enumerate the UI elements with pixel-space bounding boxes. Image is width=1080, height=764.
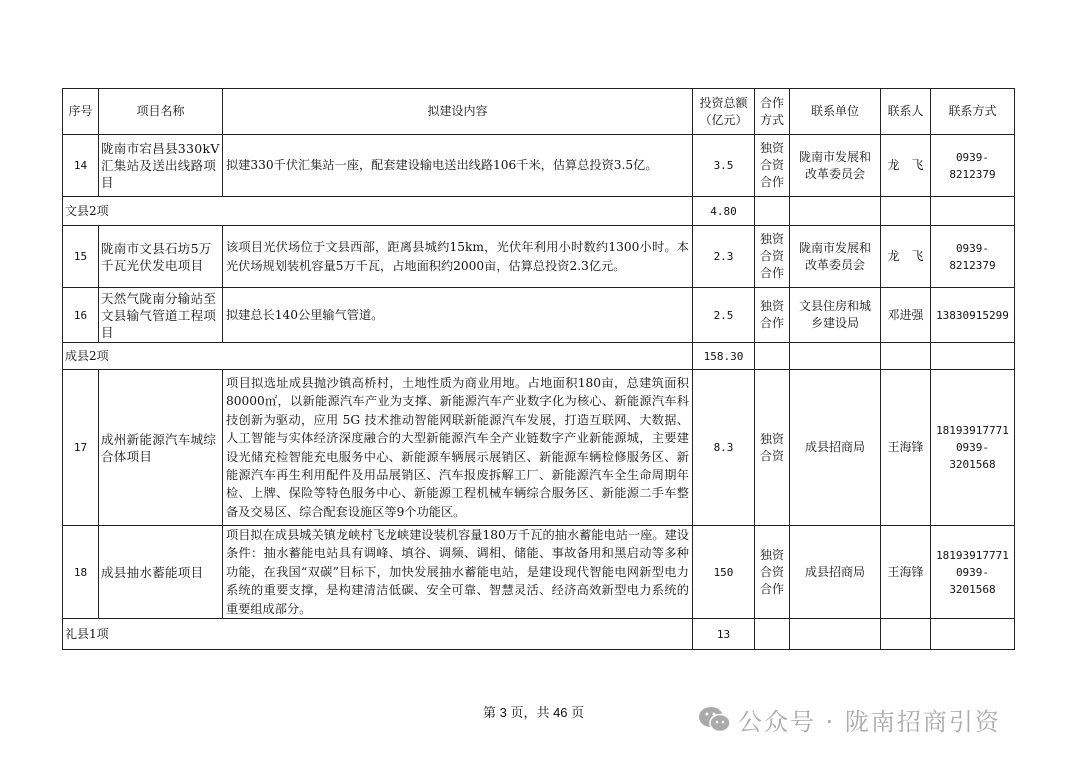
cell-unit: 成县招商局 xyxy=(790,370,881,526)
cell-empty xyxy=(931,197,1015,226)
cell-unit: 文县住房和城 乡建设局 xyxy=(790,288,881,343)
cell-name: 陇南市宕昌县330kV汇集站及送出线路项目 xyxy=(99,135,223,197)
header-name: 项目名称 xyxy=(99,89,223,135)
group-amount: 158.30 xyxy=(693,343,755,370)
cell-phone: 18193917771 0939-3201568 xyxy=(931,526,1015,619)
cell-person: 龙 飞 xyxy=(881,135,931,197)
cell-name: 成州新能源汽车城综合体项目 xyxy=(99,370,223,526)
group-label: 礼县1项 xyxy=(63,619,693,650)
cell-phone: 0939-8212379 xyxy=(931,226,1015,288)
cell-content: 拟建330千伏汇集站一座，配套建设输电送出线路106千米，估算总投资3.5亿。 xyxy=(223,135,693,197)
table-row xyxy=(63,288,1015,343)
cell-amount: 8.3 xyxy=(693,370,755,526)
cell-no: 17 xyxy=(63,370,99,526)
cell-empty xyxy=(755,343,790,370)
cell-no: 14 xyxy=(63,135,99,197)
cell-content: 该项目光伏场位于文县西部，距离县城约15km，光伏年利用小时数约1300小时。本光伏场规划装机容量5万千瓦，占地面积约2000亩，估算总投资2.3亿元。 xyxy=(223,226,693,288)
cell-coop: 独资 合作 xyxy=(755,288,790,343)
page-number: 第 3 页，共 46 页 xyxy=(483,705,585,720)
project-table xyxy=(62,88,1015,650)
cell-amount: 2.3 xyxy=(693,226,755,288)
cell-content: 拟建总长140公里输气管道。 xyxy=(223,288,693,343)
cell-empty xyxy=(790,619,881,650)
cell-amount: 2.5 xyxy=(693,288,755,343)
cell-no: 15 xyxy=(63,226,99,288)
cell-empty xyxy=(755,619,790,650)
group-label: 成县2项 xyxy=(63,343,693,370)
header-coop: 合作 方式 xyxy=(755,89,790,135)
cell-person: 邓进强 xyxy=(881,288,931,343)
cell-phone: 13830915299 xyxy=(931,288,1015,343)
cell-no: 18 xyxy=(63,526,99,619)
cell-empty xyxy=(881,619,931,650)
cell-empty xyxy=(931,343,1015,370)
cell-unit: 成县招商局 xyxy=(790,526,881,619)
group-row xyxy=(63,197,1015,226)
cell-empty xyxy=(790,197,881,226)
cell-unit: 陇南市发展和 改革委员会 xyxy=(790,135,881,197)
cell-person: 王海锋 xyxy=(881,526,931,619)
group-amount: 13 xyxy=(693,619,755,650)
header-phone: 联系方式 xyxy=(931,89,1015,135)
cell-unit: 陇南市发展和 改革委员会 xyxy=(790,226,881,288)
watermark xyxy=(698,702,1001,737)
group-amount: 4.80 xyxy=(693,197,755,226)
header-unit: 联系单位 xyxy=(790,89,881,135)
watermark-text: 公众号 · 陇南招商引资 xyxy=(738,708,1001,736)
cell-phone: 18193917771 0939-3201568 xyxy=(931,370,1015,526)
header-person: 联系人 xyxy=(881,89,931,135)
header-no: 序号 xyxy=(63,89,99,135)
table-row xyxy=(63,226,1015,288)
cell-name: 天然气陇南分输站至文县输气管道工程项目 xyxy=(99,288,223,343)
group-label: 文县2项 xyxy=(63,197,693,226)
cell-content: 项目拟在成县城关镇龙峡村飞龙峡建设装机容量180万千瓦的抽水蓄能电站一座。建设条件：抽水蓄能电站具有调峰、填谷、调频、调相、储能、事故备用和黑启动等多种功能，在我国“双碳”目标下，加快发展抽水蓄能电站，是建设现代智能电网新型电力系统的重要支撑，是构建清洁低碳、安全可靠、智慧灵活、经济高效新型电力系统的重要组成部分。 xyxy=(223,526,693,619)
cell-empty xyxy=(755,197,790,226)
cell-content: 项目拟选址成县抛沙镇高桥村，土地性质为商业用地。占地面积180亩，总建筑面积80000㎡，以新能源汽车产业为支撑、新能源汽车产业数字化为核心、新能源汽车科技创新为驱动，应用 5G 技术推动智能网联新能源汽车发展，打造互联网、大数据、人工智能与实体经济深度融合的大型新能源汽车全产业链数字产业新能源城，主要建设光储充检智能充电服务中心、新能源车辆展示展销区、新能源车辆检修服务区、新能源汽车再生利用配件及用品展销区、汽车报废拆解工厂、新能源汽车全生命周期年检、上牌、保险等特色服务中心、新能源工程机械车辆综合服务区、新能源二手车整备及交易区、综合配套设施区等9个功能区。 xyxy=(223,370,693,526)
table-row xyxy=(63,135,1015,197)
cell-empty xyxy=(931,619,1015,650)
cell-name: 成县抽水蓄能项目 xyxy=(99,526,223,619)
cell-no: 16 xyxy=(63,288,99,343)
cell-person: 龙 飞 xyxy=(881,226,931,288)
cell-amount: 3.5 xyxy=(693,135,755,197)
table-row xyxy=(63,526,1015,619)
cell-empty xyxy=(790,343,881,370)
cell-name: 陇南市文县石坊5万千瓦光伏发电项目 xyxy=(99,226,223,288)
cell-coop: 独资 合资 合作 xyxy=(755,526,790,619)
table-row xyxy=(63,370,1015,526)
group-row xyxy=(63,343,1015,370)
table-header xyxy=(63,89,1015,135)
cell-coop: 独资 合资 合作 xyxy=(755,226,790,288)
cell-phone: 0939-8212379 xyxy=(931,135,1015,197)
cell-coop: 独资 合资 合作 xyxy=(755,135,790,197)
wechat-icon xyxy=(698,706,732,734)
cell-coop: 独资 合资 xyxy=(755,370,790,526)
header-content: 拟建设内容 xyxy=(223,89,693,135)
group-row xyxy=(63,619,1015,650)
cell-empty xyxy=(881,343,931,370)
cell-empty xyxy=(881,197,931,226)
cell-person: 王海锋 xyxy=(881,370,931,526)
header-amount: 投资总额 （亿元） xyxy=(693,89,755,135)
cell-amount: 150 xyxy=(693,526,755,619)
